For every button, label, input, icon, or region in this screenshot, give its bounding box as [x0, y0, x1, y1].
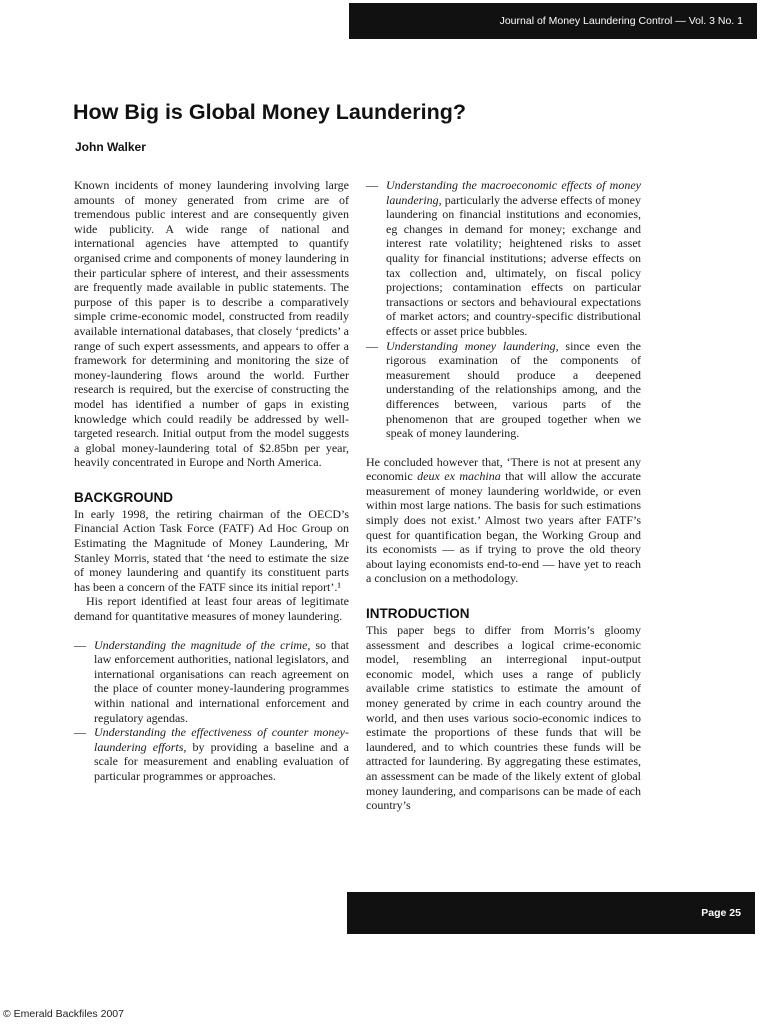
left-column	[74, 178, 349, 784]
list-item-lead: Understanding money laundering,	[386, 338, 559, 353]
list-dash: —	[366, 338, 378, 353]
journal-title: Journal of Money Laundering Control — Vol. 3 No. 1	[499, 15, 743, 27]
article-author: John Walker	[75, 140, 146, 154]
list-item-lead: Understanding the magnitude of the crime,	[94, 637, 311, 652]
list-item-lead: Understanding the effectiveness of counter money-laundering efforts,	[94, 725, 349, 754]
journal-header-bar	[349, 3, 757, 39]
right-column	[366, 178, 641, 813]
list-item	[74, 638, 349, 726]
list-dash: —	[74, 725, 86, 740]
article-title: How Big is Global Money Laundering?	[73, 100, 466, 124]
list-dash: —	[366, 178, 378, 192]
abstract-paragraph: Known incidents of money laundering involving large amounts of money generated from crime are of tremendous public interest and are consequently given wide publicity. A wide range of national and international agencies have attempted to quantify organised crime and components of money laundering in their particular sphere of interest, and their assessments are frequently made available in public statements. The purpose of this paper is to describe a comparatively simple crime-economic model, constructed from readily available international databases, that closely ‘predicts’ a range of such expert assessments, and appears to offer a framework for determining and monitoring the size of money-laundering flows around the world. Further research is required, but the exercise of constructing the model has identified a number of gaps in existing knowledge which could readily be addressed by well-targeted research. Initial output from the model suggests a global money-laundering total of $2.85bn per year, heavily concentrated in Europe and North America.	[74, 178, 349, 470]
conclusion-text-end: that will allow the accurate measurement of money laundering worldwide, or even within most large nations. The basis for such estimations simply does not exist.’ Almost two years after FATF’s quest for quantification began, the Working Group and its economists — as if trying to prove the old theory about laying economists end-to-end — have yet to reach a conclusion on a methodology.	[366, 469, 641, 586]
introduction-heading: INTRODUCTION	[366, 606, 470, 622]
list-item-text: so that law enforcement authorities, national legislators, and international organisations can reach agreement on the place of counter money-laundering programmes within national and international enforcement and regulatory agendas.	[94, 637, 349, 725]
list-dash: —	[74, 637, 86, 652]
background-paragraph-1: In early 1998, the retiring chairman of the OECD’s Financial Action Task Force (FATF) Ad Hoc Group on Estimating the Magnitude of Money Laundering, Mr Stanley Morris, stated that ‘the need to estimate the size of money laundering and quantify its constituent parts has been a concern of the FATF since its initial report’.¹	[74, 506, 349, 594]
background-heading: BACKGROUND	[74, 489, 173, 505]
conclusion-text-start: He concluded however that, ‘There is not at present any economic	[366, 454, 641, 484]
conclusion-emphasis: deux ex machina	[417, 469, 501, 484]
page-number: Page 25	[701, 907, 741, 919]
copyright-notice: © Emerald Backfiles 2007	[3, 1008, 124, 1020]
list-item-lead: Understanding the macroeconomic effects of money laundering,	[386, 178, 641, 207]
introduction-paragraph: This paper begs to differ from Morris’s gloomy assessment and describes a logical crime-economic model, resembling an interregional input-output economic model, which uses a range of publicly available crime statistics to estimate the amount of money generated by crime in each country around the world, and then uses various socio-economic indices to estimate the proportions of these funds that will be laundered, and to which countries these funds will be attracted for laundering. By aggregating these estimates, an assessment can be made of the likely extent of global money laundering, and comparisons can be made of each country’s	[366, 623, 641, 813]
list-item	[74, 725, 349, 783]
list-item-text: by providing a baseline and a scale for measurement and enabling evaluation of particular programmes or approaches.	[94, 739, 349, 783]
list-item	[366, 339, 641, 441]
conclusion-paragraph	[366, 455, 641, 586]
list-item-text: particularly the adverse effects of money laundering on financial institutions and economies, eg changes in demand for money; exchange and interest rate volatility; heightened risks to asset quality for financial institutions; adverse effects on tax collection and, ultimately, on fiscal policy projections; contamination effects on particular transactions or sectors and behavioural expectations of market actors; and country-specific distributional effects or asset price bubbles.	[386, 192, 641, 338]
page-footer-bar	[347, 892, 755, 934]
list-item	[366, 178, 641, 339]
background-paragraph-2: His report identified at least four areas of legitimate demand for quantitative measures of money laundering.	[74, 594, 349, 624]
list-item-text: since even the rigorous examination of the components of measurement should produce a deepened understanding of the relationships among, and the differences between, various parts of the phenomenon that are grouped together when we speak of money laundering.	[386, 338, 642, 441]
